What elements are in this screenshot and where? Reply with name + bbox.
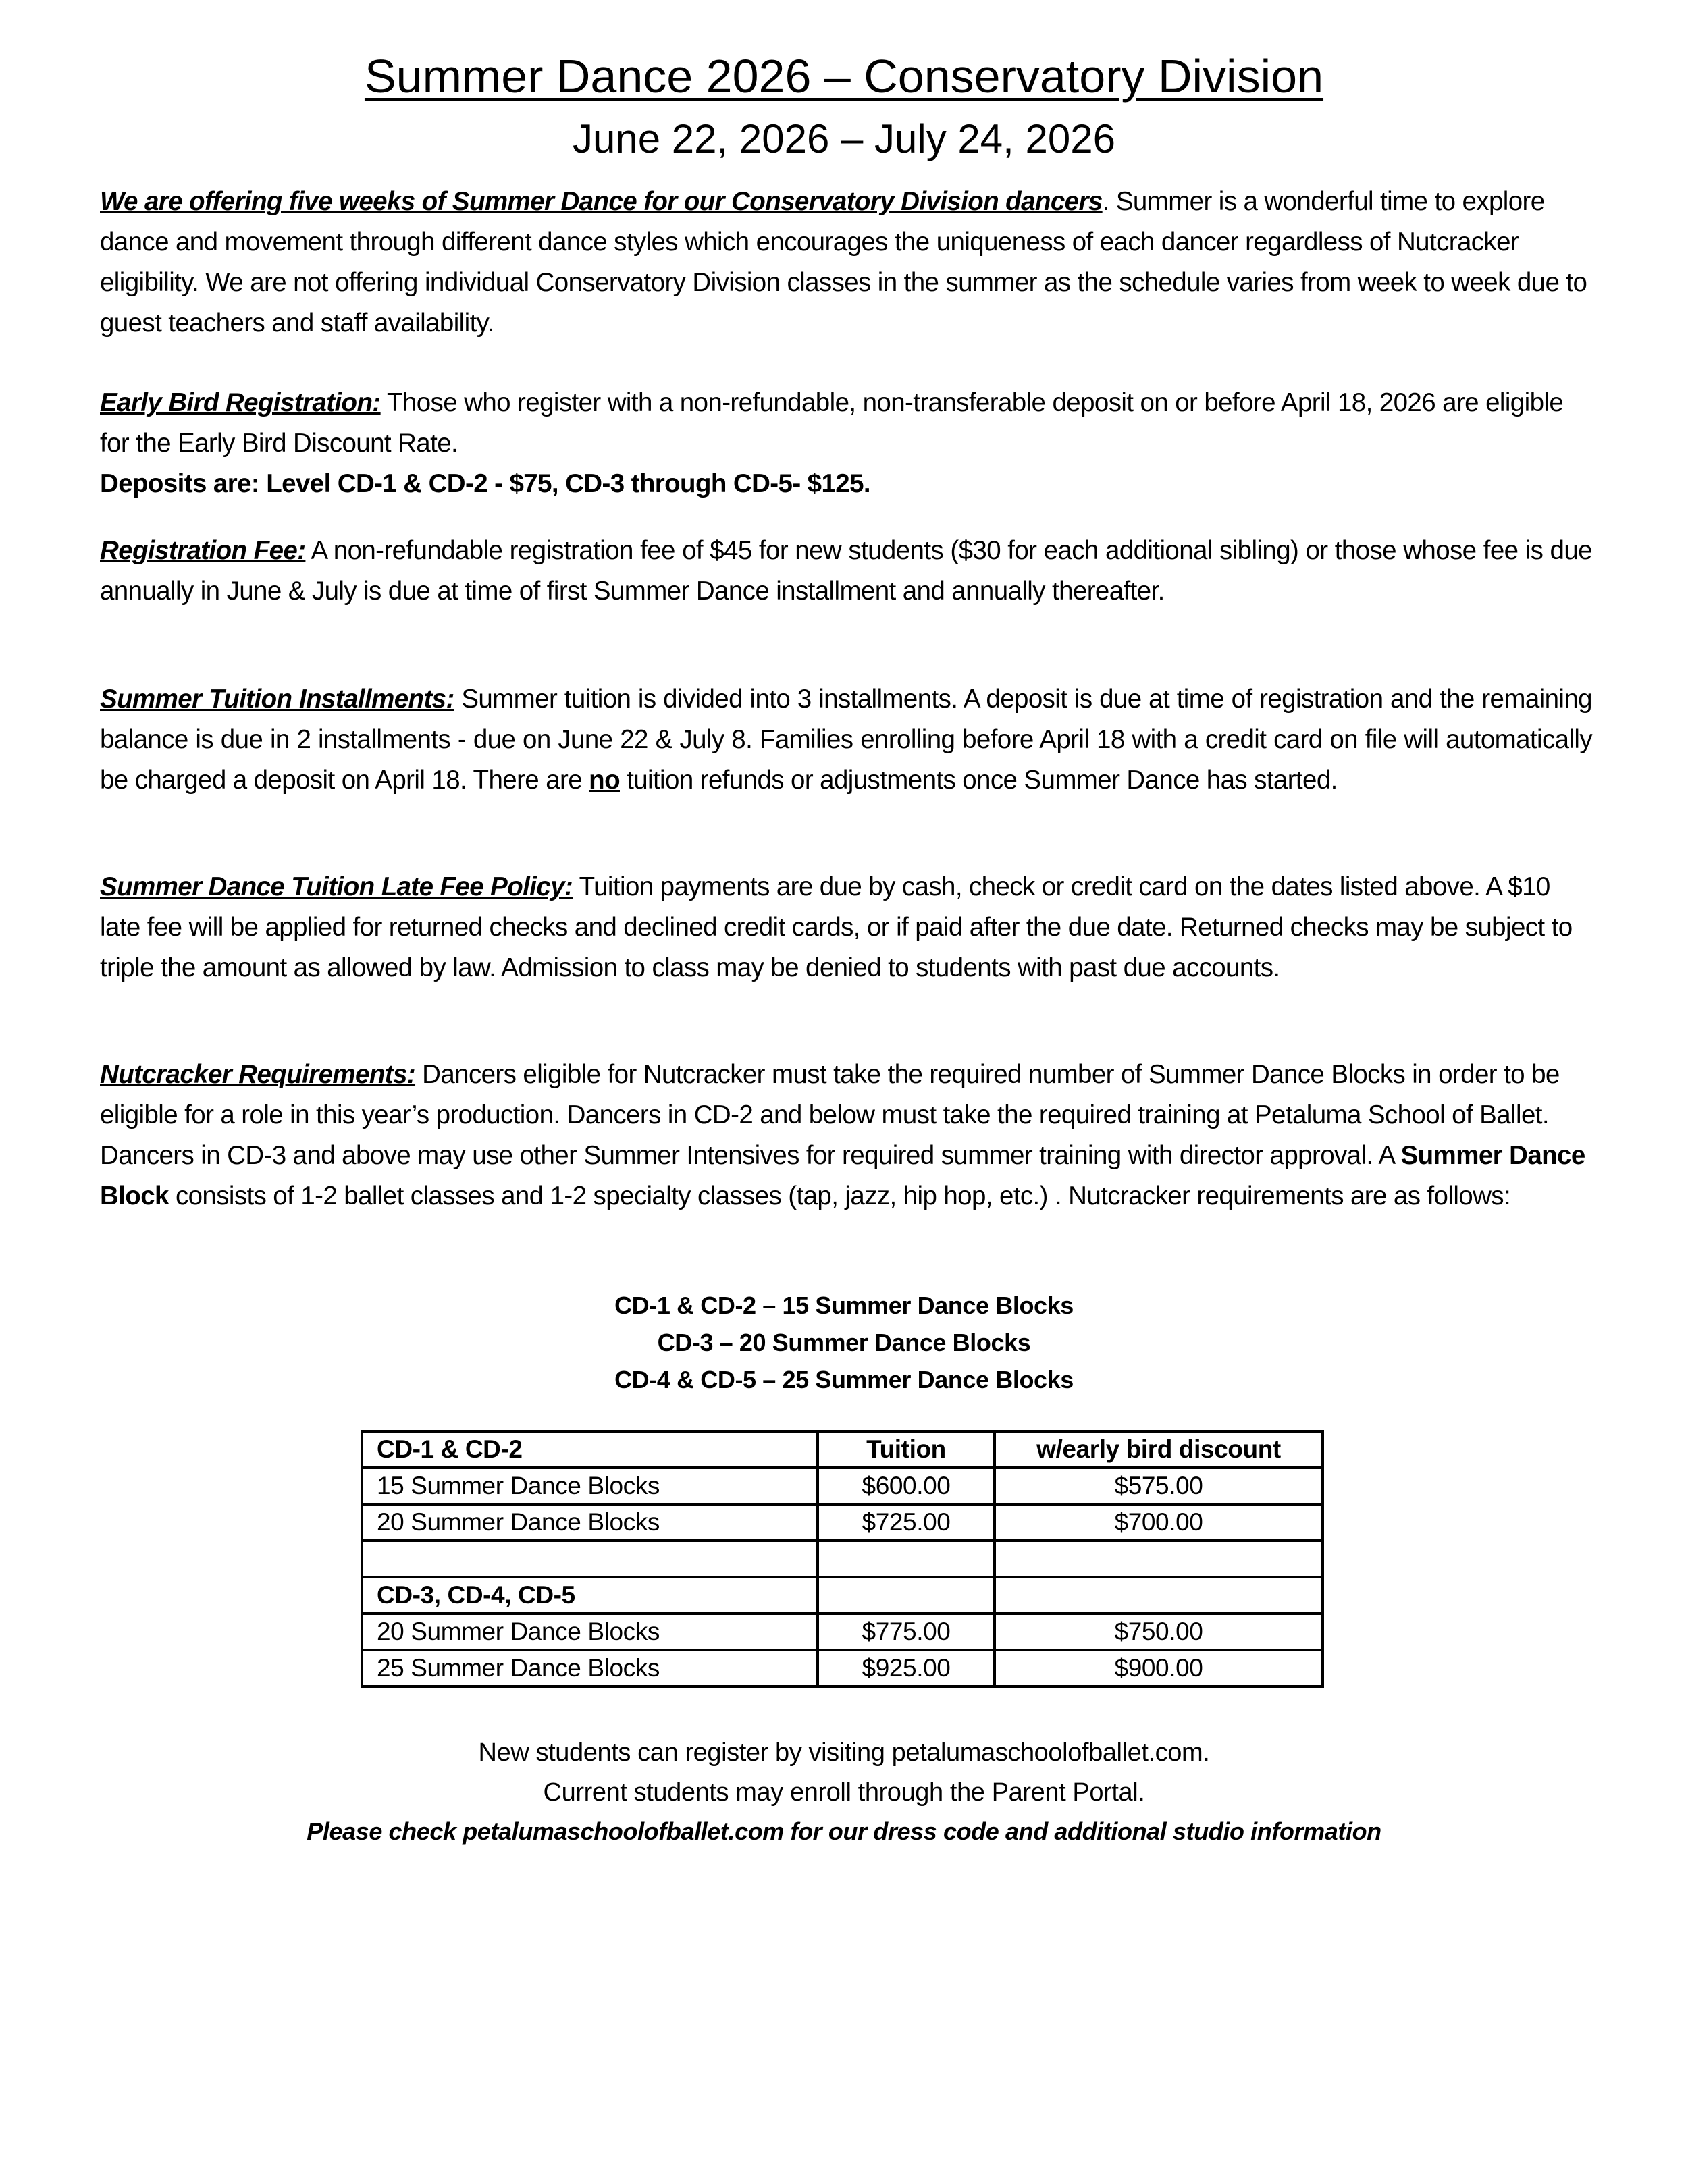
registration-fee-heading: Registration Fee: (100, 536, 306, 565)
header-tuition: Tuition (818, 1431, 995, 1468)
discount-cell: $900.00 (995, 1650, 1323, 1686)
tuition-cell: $775.00 (818, 1614, 995, 1650)
tuition-cell: $600.00 (818, 1468, 995, 1504)
intro-text: . Summer is a wonderful time to explore dance and movement through different dance styles which encourages the uniqueness of each dancer regardless of Nutcracker eligibility. We are not offering individual Conservatory Division classes in the summer as the schedule varies from week to week due to guest teachers and staff availability. (100, 187, 1587, 338)
row-label: 25 Summer Dance Blocks (362, 1650, 818, 1686)
discount-cell: $700.00 (995, 1504, 1323, 1541)
installments-section (100, 679, 1592, 801)
summer-dance-block-term: Summer Dance Block (100, 1141, 1585, 1210)
table-row (362, 1468, 1323, 1504)
footer-dress-code-note: Please check petalumaschoolofballet.com for our dress code and additional studio information (307, 1817, 1381, 1845)
requirement-item: CD-3 – 20 Summer Dance Blocks (657, 1329, 1031, 1356)
tuition-cell: $925.00 (818, 1650, 995, 1686)
discount-cell: $575.00 (995, 1468, 1323, 1504)
row-label: 15 Summer Dance Blocks (362, 1468, 818, 1504)
intro-paragraph (100, 182, 1592, 344)
registration-fee-section (100, 531, 1592, 612)
page-title: Summer Dance 2026 – Conservatory Division (364, 50, 1324, 103)
early-bird-heading: Early Bird Registration: (100, 388, 381, 417)
table-row (362, 1650, 1323, 1686)
registration-fee-text: A non-refundable registration fee of $45 for new students ($30 for each additional sibling) or those whose fee is due annually in June & July is due at time of first Summer Dance installment and annually thereafter. (100, 536, 1592, 606)
late-fee-section (100, 867, 1592, 988)
table-group-row (362, 1577, 1323, 1614)
nutcracker-heading: Nutcracker Requirements: (100, 1060, 416, 1089)
no-emphasis: no (589, 766, 620, 795)
intro-lead: We are offering five weeks of Summer Dance for our Conservatory Division dancers (100, 187, 1103, 216)
date-range: June 22, 2026 – July 24, 2026 (573, 116, 1115, 161)
late-fee-text: Tuition payments are due by cash, check or credit card on the dates listed above. A $10 late fee will be applied for returned checks and declined credit cards, or if paid after the due date. Returned checks may be subject to triple the amount as allowed by law. Admission to class may be denied to students with past due accounts. (100, 872, 1573, 982)
discount-cell: $750.00 (995, 1614, 1323, 1650)
row-label: 20 Summer Dance Blocks (362, 1504, 818, 1541)
row-label: 20 Summer Dance Blocks (362, 1614, 818, 1650)
early-bird-text: Those who register with a non-refundable, non-transferable deposit on or before April 18, 2026 are eligible for the Early Bird Discount Rate. (100, 388, 1564, 458)
nutcracker-requirements-list (0, 1287, 1688, 1398)
nutcracker-text-end: consists of 1-2 ballet classes and 1-2 specialty classes (tap, jazz, hip hop, etc.) . Nutcracker requirements are as follows: (168, 1181, 1511, 1210)
installments-text-end: tuition refunds or adjustments once Summer Dance has started. (620, 766, 1338, 795)
requirement-item: CD-1 & CD-2 – 15 Summer Dance Blocks (614, 1291, 1074, 1319)
header-level: CD-1 & CD-2 (362, 1431, 818, 1468)
deposits-text: Deposits are: Level CD-1 & CD-2 - $75, CD-3 through CD-5- $125. (100, 469, 870, 498)
table-spacer-row (362, 1541, 1323, 1577)
table-row (362, 1614, 1323, 1650)
tuition-table (361, 1430, 1324, 1688)
requirement-item: CD-4 & CD-5 – 25 Summer Dance Blocks (614, 1366, 1074, 1393)
nutcracker-section (100, 1055, 1592, 1217)
group-label: CD-3, CD-4, CD-5 (362, 1577, 818, 1614)
footer-current-students: Current students may enroll through the Parent Portal. (543, 1778, 1145, 1807)
table-row (362, 1504, 1323, 1541)
footer-new-students: New students can register by visiting petalumaschoolofballet.com. (478, 1738, 1210, 1767)
header-early-bird: w/early bird discount (995, 1431, 1323, 1468)
installments-text: Summer tuition is divided into 3 installments. A deposit is due at time of registration and the remaining balance is due in 2 installments - due on June 22 & July 8. Families enrolling before April 18 with a credit card on file will automatically be charged a deposit on April 18. There are (100, 685, 1592, 795)
table-header-row (362, 1431, 1323, 1468)
early-bird-section (100, 383, 1592, 504)
nutcracker-text: Dancers eligible for Nutcracker must take the required number of Summer Dance Blocks in order to be eligible for a role in this year’s production. Dancers in CD-2 and below must take the required training at Petaluma School of Ballet. Dancers in CD-3 and above may use other Summer Intensives for required summer training with director approval. A (100, 1060, 1560, 1170)
late-fee-heading: Summer Dance Tuition Late Fee Policy: (100, 872, 573, 901)
installments-heading: Summer Tuition Installments: (100, 685, 454, 714)
tuition-cell: $725.00 (818, 1504, 995, 1541)
